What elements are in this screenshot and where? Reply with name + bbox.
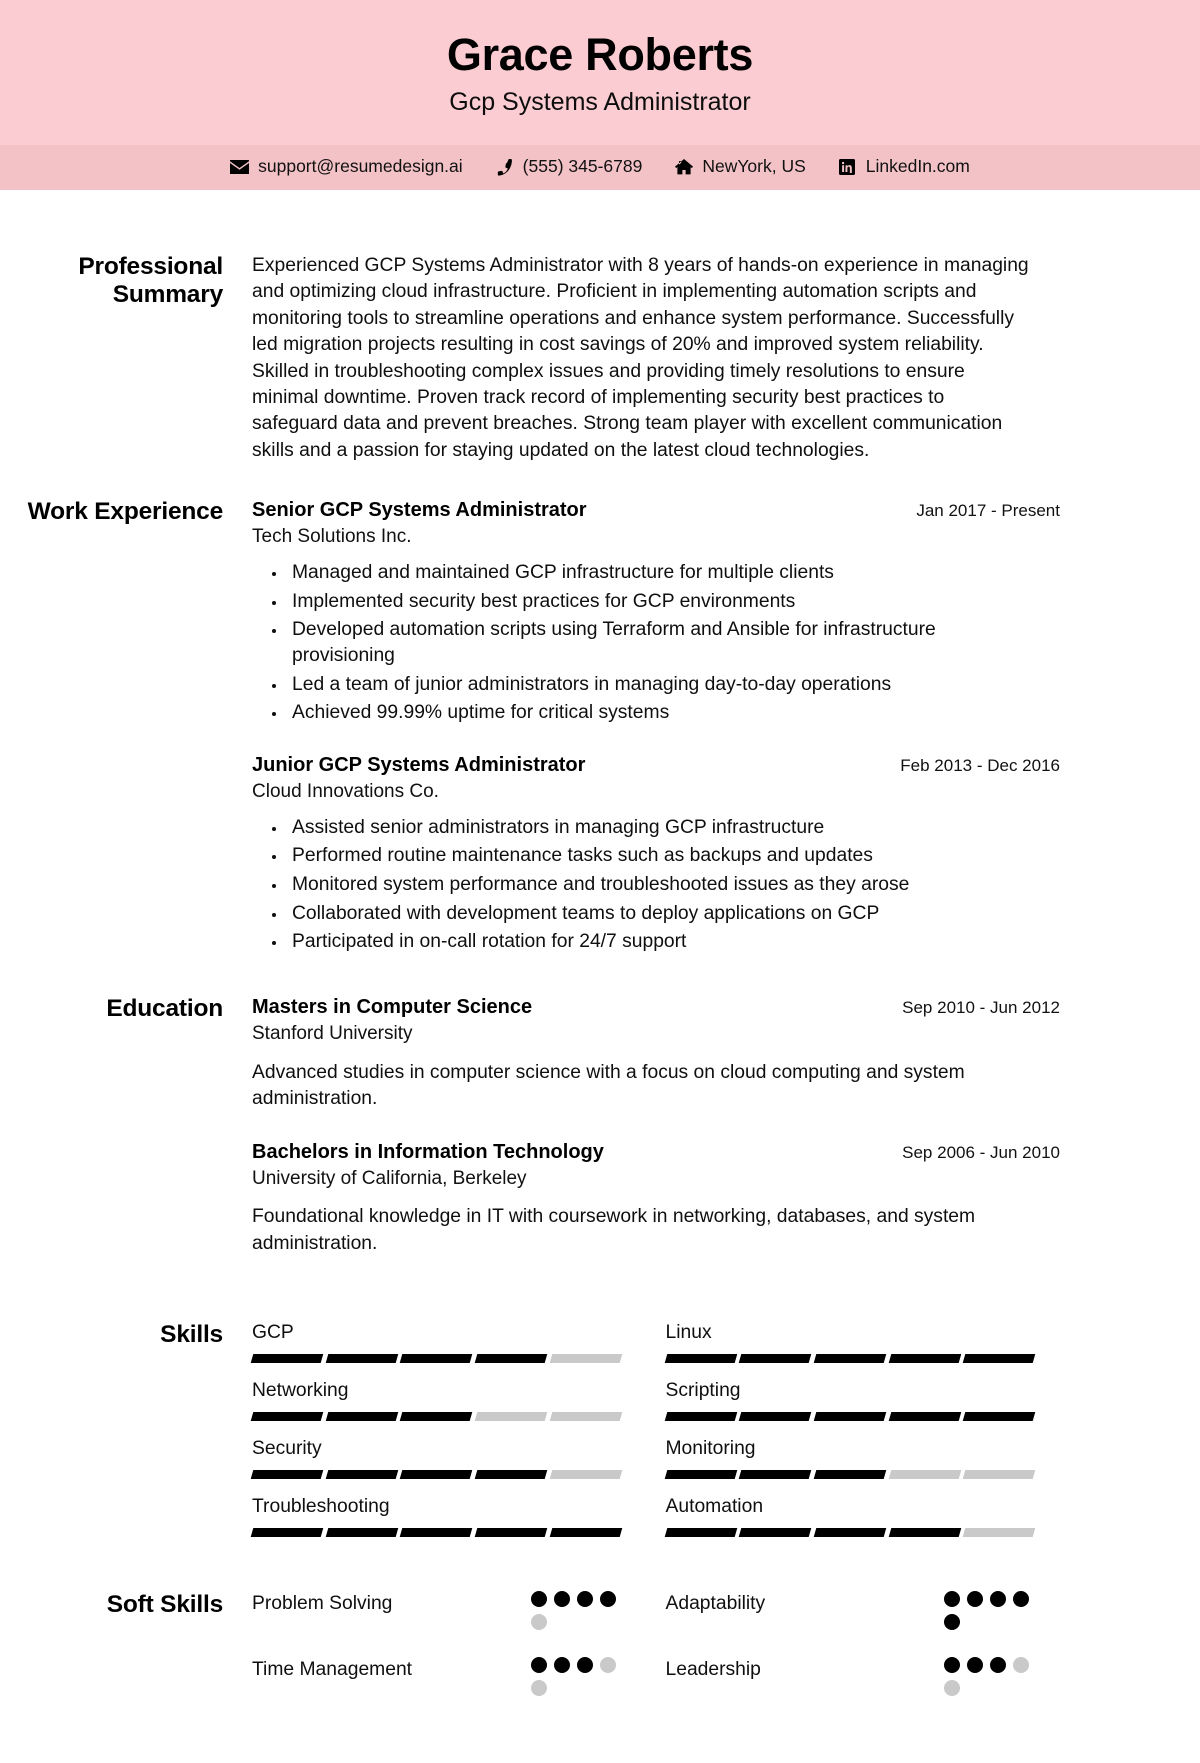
list-item: • Achieved 99.99% uptime for critical systems — [287, 700, 1027, 726]
skill-segment — [475, 1412, 547, 1421]
skill-segment — [814, 1354, 886, 1363]
soft-skill-dot — [944, 1657, 960, 1673]
education-entry — [252, 1140, 1060, 1258]
skill-level-bar — [666, 1528, 1035, 1537]
list-item: • Managed and maintained GCP infrastructure for multiple clients — [287, 560, 1027, 586]
contact-location[interactable] — [674, 158, 805, 176]
skill-segment — [400, 1470, 472, 1479]
soft-skills-grid — [252, 1591, 1034, 1723]
education-entry — [252, 995, 1060, 1113]
skill-segment — [400, 1354, 472, 1363]
skill-segment — [325, 1412, 397, 1421]
section-heading-summary: Professional Summary — [78, 252, 223, 308]
skill-segment — [400, 1412, 472, 1421]
soft-skill-item — [666, 1591, 1035, 1635]
section-heading-soft-skills: Soft Skills — [106, 1591, 223, 1619]
soft-skill-dot — [967, 1591, 983, 1607]
skill-segment — [814, 1412, 886, 1421]
skill-segment — [475, 1528, 547, 1537]
skill-level-bar — [252, 1412, 621, 1421]
soft-skill-item — [666, 1657, 1035, 1701]
education-entry-description: Foundational knowledge in IT with coursework in networking, databases, and system administration. — [252, 1206, 976, 1255]
education-entry-organization: Stanford University — [252, 1022, 413, 1044]
soft-skill-name: Leadership — [665, 1659, 761, 1681]
work-entry-title: Senior GCP Systems Administrator — [252, 499, 587, 522]
skill-segment — [814, 1528, 886, 1537]
list-item: • Assisted senior administrators in managing GCP infrastructure — [287, 815, 1027, 841]
skill-name: Monitoring — [665, 1437, 756, 1459]
skill-level-bar — [666, 1412, 1035, 1421]
soft-skill-level-dots — [531, 1591, 621, 1630]
education-entry-date: Sep 2006 - Jun 2010 — [902, 1142, 1060, 1162]
soft-skill-dot — [531, 1680, 547, 1696]
list-item: • Performed routine maintenance tasks such as backups and updates — [287, 843, 1027, 869]
skill-level-bar — [252, 1470, 621, 1479]
skill-item — [252, 1379, 621, 1421]
skill-item — [666, 1321, 1035, 1363]
skill-segment — [664, 1470, 736, 1479]
skill-level-bar — [252, 1528, 621, 1537]
soft-skill-name: Time Management — [252, 1659, 413, 1681]
work-entry-organization: Tech Solutions Inc. — [252, 526, 412, 548]
contact-location-label: NewYork, US — [702, 156, 806, 177]
soft-skill-level-dots — [531, 1657, 621, 1696]
skill-segment — [888, 1412, 960, 1421]
skills-body — [252, 1321, 1060, 1553]
section-skills — [0, 1321, 1060, 1553]
contact-linkedin[interactable] — [838, 158, 970, 176]
contact-phone[interactable] — [495, 158, 643, 176]
skill-segment — [739, 1528, 811, 1537]
soft-skill-level-dots — [944, 1591, 1034, 1630]
work-entry-organization: Cloud Innovations Co. — [252, 780, 439, 802]
skill-segment — [550, 1354, 622, 1363]
skill-level-bar — [666, 1470, 1035, 1479]
education-body — [252, 995, 1060, 1258]
section-heading-work: Work Experience — [27, 498, 223, 526]
skill-segment — [251, 1354, 323, 1363]
soft-skill-dot — [990, 1591, 1006, 1607]
skill-segment — [475, 1354, 547, 1363]
soft-skill-dot — [554, 1657, 570, 1673]
skill-segment — [400, 1528, 472, 1537]
contact-email-label: support@resumedesign.ai — [258, 156, 463, 177]
list-item: • Implemented security best practices for GCP environments — [287, 589, 1027, 615]
phone-icon — [495, 159, 514, 176]
home-icon — [674, 159, 693, 176]
skill-name: Scripting — [665, 1379, 741, 1401]
education-entry-head — [252, 1140, 1060, 1165]
skill-name: Security — [252, 1437, 322, 1459]
soft-skill-item — [252, 1591, 621, 1635]
contact-bar — [0, 145, 1200, 190]
soft-skill-dot — [1013, 1591, 1029, 1607]
soft-skill-dot — [944, 1680, 960, 1696]
skill-item — [666, 1379, 1035, 1421]
soft-skill-level-dots — [944, 1657, 1034, 1696]
soft-skill-dot — [1013, 1657, 1029, 1673]
work-entry — [252, 753, 1060, 955]
education-entry-description: Advanced studies in computer science with a focus on cloud computing and system administration. — [252, 1061, 965, 1110]
skill-segment — [475, 1470, 547, 1479]
envelope-icon — [230, 159, 249, 176]
section-soft-skills — [0, 1591, 1060, 1763]
skill-segment — [888, 1470, 960, 1479]
education-entry-organization: University of California, Berkeley — [252, 1167, 527, 1189]
skill-segment — [814, 1470, 886, 1479]
soft-skill-dot — [600, 1591, 616, 1607]
soft-skills-body — [252, 1591, 1060, 1723]
list-item: • Participated in on-call rotation for 24/7 support — [287, 929, 1027, 955]
skill-segment — [325, 1354, 397, 1363]
skill-item — [252, 1321, 621, 1363]
work-entry — [252, 498, 1060, 726]
soft-skill-name: Adaptability — [665, 1593, 766, 1615]
work-entry-bullets — [252, 560, 1060, 726]
skill-segment — [550, 1470, 622, 1479]
resume-header — [0, 0, 1200, 145]
skill-segment — [888, 1354, 960, 1363]
education-entry-head — [252, 995, 1060, 1020]
summary-text: Experienced GCP Systems Administrator with 8 years of hands-on experience in managing and optimizing cloud infrastructure. Proficient in implementing automation scripts and monitoring tools to streamline operations and enhance system performance. Successfully led migration projects resulting in cost savings of 20% and improved system reliability. Skilled in troubleshooting complex issues and providing timely resolutions to ensure minimal downtime. Proven track record of implementing security best practices to safeguard data and prevent breaches. Strong team player with excellent communication skills and a passion for staying updated on the latest cloud technologies. — [252, 254, 1029, 461]
skill-item — [252, 1495, 621, 1537]
skill-name: Networking — [252, 1379, 349, 1401]
soft-skill-name: Problem Solving — [252, 1593, 393, 1615]
page-title: Grace Roberts — [446, 29, 754, 80]
linkedin-icon — [838, 159, 857, 176]
skill-segment — [664, 1412, 736, 1421]
skill-segment — [251, 1528, 323, 1537]
skill-segment — [739, 1470, 811, 1479]
resume-body — [0, 253, 1200, 1763]
section-heading-education: Education — [106, 994, 223, 1022]
soft-skill-dot — [967, 1657, 983, 1673]
soft-skill-dot — [577, 1657, 593, 1673]
section-work-experience — [0, 498, 1060, 958]
skill-segment — [963, 1412, 1035, 1421]
skill-segment — [963, 1354, 1035, 1363]
education-entry-date: Sep 2010 - Jun 2012 — [902, 997, 1060, 1017]
skill-segment — [325, 1470, 397, 1479]
work-entry-title: Junior GCP Systems Administrator — [252, 753, 586, 776]
skill-segment — [550, 1528, 622, 1537]
list-item: • Developed automation scripts using Terraform and Ansible for infrastructure provisioning — [287, 617, 1027, 668]
work-entry-date: Jan 2017 - Present — [916, 501, 1060, 521]
skill-name: Linux — [665, 1321, 712, 1343]
skill-level-bar — [252, 1354, 621, 1363]
skill-segment — [550, 1412, 622, 1421]
job-title: Gcp Systems Administrator — [449, 88, 751, 117]
skill-segment — [251, 1412, 323, 1421]
skill-name: Automation — [665, 1496, 764, 1518]
work-entry-head — [252, 753, 1060, 778]
list-item: • Led a team of junior administrators in managing day-to-day operations — [287, 672, 1027, 698]
soft-skill-dot — [531, 1657, 547, 1673]
education-entry-title: Bachelors in Information Technology — [252, 1140, 604, 1163]
soft-skill-dot — [944, 1591, 960, 1607]
list-item: • Monitored system performance and troubleshooted issues as they arose — [287, 872, 1027, 898]
soft-skill-dot — [531, 1614, 547, 1630]
skill-item — [666, 1437, 1035, 1479]
skill-segment — [963, 1528, 1035, 1537]
work-entry-date: Feb 2013 - Dec 2016 — [900, 755, 1060, 775]
summary-body — [252, 253, 1060, 464]
contact-email[interactable] — [230, 158, 463, 176]
skill-segment — [325, 1528, 397, 1537]
soft-skill-dot — [990, 1657, 1006, 1673]
skill-name: Troubleshooting — [252, 1496, 390, 1518]
list-item: • Collaborated with development teams to deploy applications on GCP — [287, 901, 1027, 927]
section-professional-summary — [0, 253, 1060, 464]
work-entry-head — [252, 498, 1060, 523]
skills-grid — [252, 1321, 1034, 1553]
contact-phone-label: (555) 345-6789 — [522, 156, 643, 177]
skill-segment — [664, 1354, 736, 1363]
skill-name: GCP — [252, 1321, 294, 1343]
skill-segment — [739, 1354, 811, 1363]
soft-skill-dot — [600, 1657, 616, 1673]
skill-level-bar — [666, 1354, 1035, 1363]
skill-segment — [251, 1470, 323, 1479]
soft-skill-item — [252, 1657, 621, 1701]
skill-segment — [888, 1528, 960, 1537]
section-education — [0, 995, 1060, 1258]
work-entry-bullets — [252, 815, 1060, 955]
skill-segment — [664, 1528, 736, 1537]
soft-skill-dot — [944, 1614, 960, 1630]
skill-item — [252, 1437, 621, 1479]
education-entry-title: Masters in Computer Science — [252, 995, 533, 1018]
skill-item — [666, 1495, 1035, 1537]
skill-segment — [739, 1412, 811, 1421]
soft-skill-dot — [554, 1591, 570, 1607]
skill-segment — [963, 1470, 1035, 1479]
soft-skill-dot — [531, 1591, 547, 1607]
contact-linkedin-label: LinkedIn.com — [865, 156, 970, 177]
work-body — [252, 498, 1060, 958]
soft-skill-dot — [577, 1591, 593, 1607]
section-heading-skills: Skills — [160, 1320, 223, 1348]
